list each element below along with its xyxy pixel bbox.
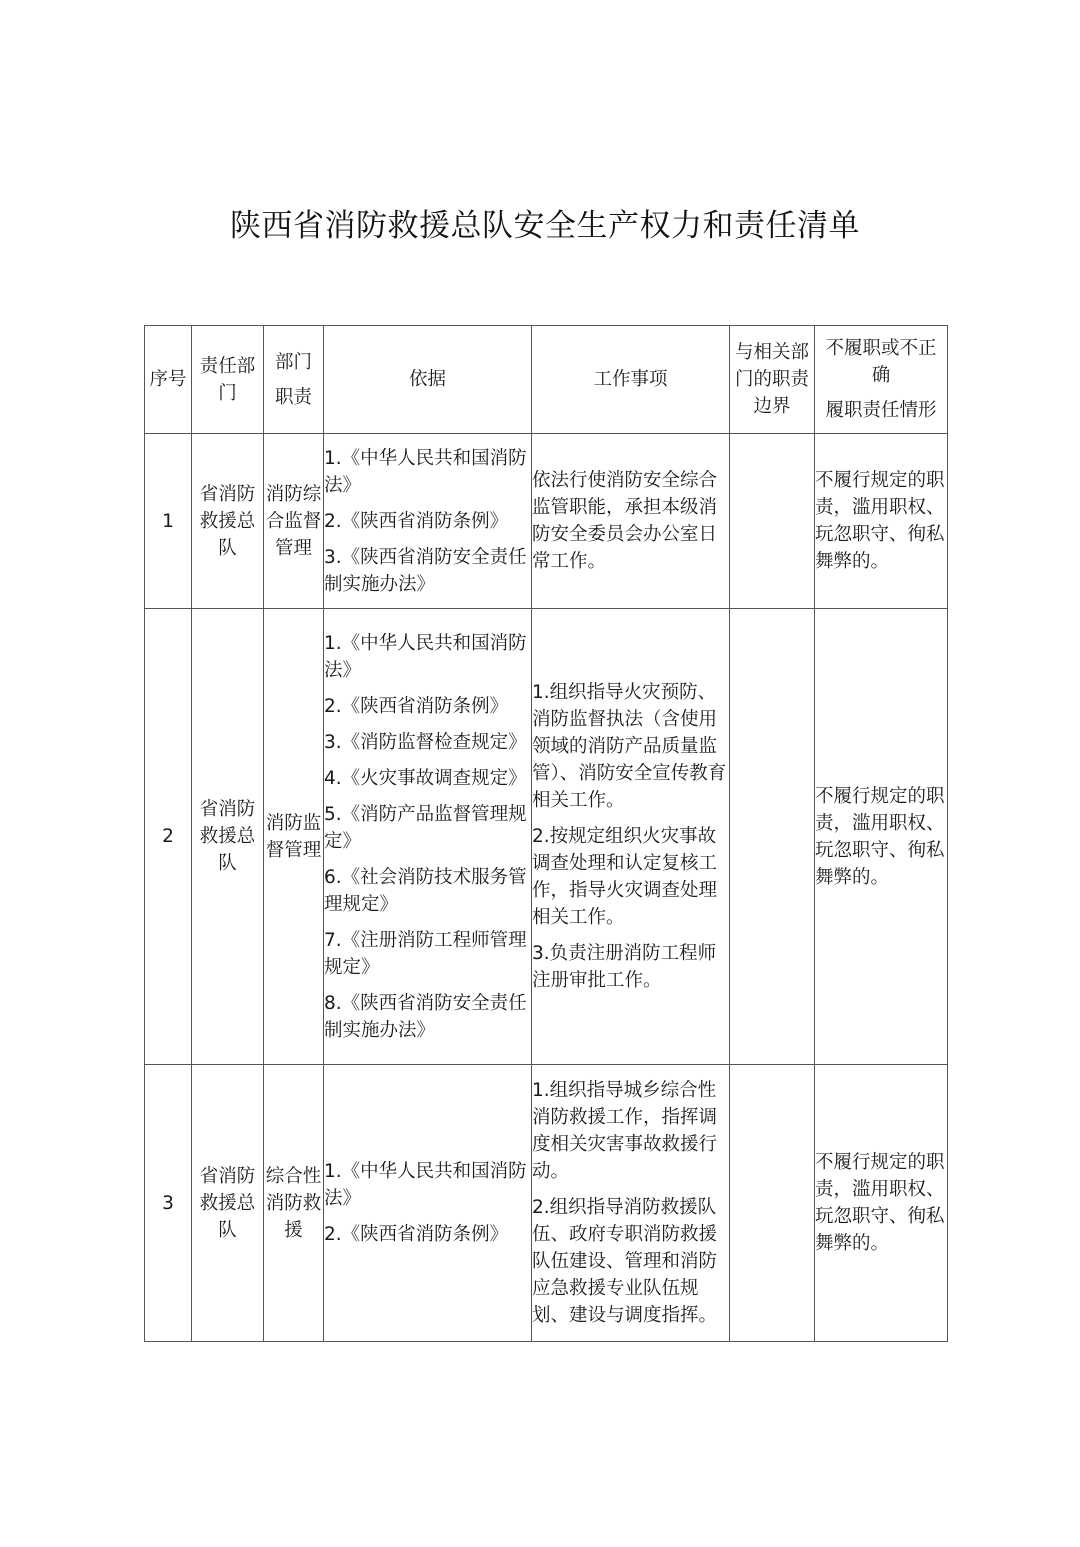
cell-seq: [145, 1065, 192, 1342]
duty-text: 消防综: [265, 483, 322, 505]
dept-text: 救援总: [199, 826, 256, 847]
duty-text: 消防救: [265, 1192, 322, 1214]
basis-item: 7.《注册消防工程师管理规定》: [324, 929, 527, 978]
document-title: 陕西省消防救援总队安全生产权力和责任清单: [230, 208, 860, 244]
header-boundary-line: 边界: [753, 396, 791, 417]
header-duty-line: 部门: [274, 351, 312, 373]
duty-text: 督管理: [265, 839, 322, 861]
work-item: 2.按规定组织火灾事故调查处理和认定复核工作，指导火灾调查处理相关工作。: [532, 826, 718, 928]
dept-text: 省消防: [199, 483, 256, 505]
dept-text: 省消防: [199, 1165, 256, 1187]
failure-text: 不履行规定的职责，滥用职权、玩忽职守、徇私舞弊的。: [815, 470, 945, 572]
table-row: [145, 434, 948, 609]
header-work-line: 工作事项: [593, 369, 668, 390]
work-item: 2.组织指导消防救援队伍、政府专职消防救援队伍建设、管理和消防应急救援专业队伍规划、建设与调度指挥。: [532, 1197, 718, 1326]
header-boundary: [730, 326, 815, 434]
duty-text: 消防监: [265, 812, 322, 834]
cell-seq: [145, 434, 192, 609]
header-failure-line: 履职责任情形: [825, 400, 937, 421]
basis-item: 2.《陕西省消防条例》: [324, 510, 509, 532]
header-failure: [815, 326, 948, 434]
cell-basis: [324, 1065, 532, 1342]
header-work: [532, 326, 730, 434]
header-boundary-line: 与相关部: [734, 342, 809, 363]
basis-item: 2.《陕西省消防条例》: [324, 1224, 509, 1245]
seq-number: 3: [162, 1192, 174, 1214]
header-seq: [145, 326, 192, 434]
dept-text: 救援总: [199, 510, 256, 532]
cell-work: [532, 1065, 730, 1342]
header-duty-line: 职责: [274, 386, 312, 408]
dept-text: 省消防: [199, 799, 256, 820]
work-item: 3.负责注册消防工程师注册审批工作。: [532, 943, 717, 991]
header-seq-line: 序号: [149, 369, 187, 390]
table-body: [145, 434, 948, 1342]
cell-dept: [192, 1065, 264, 1342]
cell-work: [532, 609, 730, 1065]
failure-text: 不履行规定的职责，滥用职权、玩忽职守、徇私舞弊的。: [815, 1152, 945, 1254]
header-dept-line: 责任部: [199, 355, 256, 377]
cell-basis: [324, 434, 532, 609]
seq-number: 2: [162, 826, 174, 847]
cell-duty: [264, 1065, 324, 1342]
failure-text: 不履行规定的职责，滥用职权、玩忽职守、徇私舞弊的。: [815, 785, 945, 888]
duty-text: 援: [284, 1219, 303, 1241]
cell-basis: [324, 609, 532, 1065]
header-failure-line: 不履职或不正: [825, 338, 937, 359]
header-boundary-line: 门的职责: [734, 369, 809, 390]
basis-item: 1.《中华人民共和国消防法》: [324, 447, 527, 496]
responsibility-table: [144, 325, 948, 1342]
basis-item: 3.《消防监督检查规定》: [324, 731, 527, 753]
cell-seq: [145, 609, 192, 1065]
cell-boundary: [730, 434, 815, 609]
cell-boundary: [730, 609, 815, 1065]
basis-item: 1.《中华人民共和国消防法》: [324, 632, 527, 681]
table-row: [145, 1065, 948, 1342]
basis-item: 3.《陕西省消防安全责任制实施办法》: [324, 546, 527, 595]
table-header-row: [145, 326, 948, 434]
duty-text: 管理: [274, 537, 312, 559]
work-item: 1.组织指导火灾预防、消防监督执法（含使用领域的消防产品质量监管）、消防安全宣传教育相关工作。: [532, 682, 727, 811]
header-dept: [192, 326, 264, 434]
basis-item: 4.《火灾事故调查规定》: [324, 767, 527, 789]
duty-text: 合监督: [265, 510, 322, 532]
dept-text: 队: [218, 1219, 237, 1241]
basis-item: 8.《陕西省消防安全责任制实施办法》: [324, 992, 527, 1041]
cell-work: [532, 434, 730, 609]
cell-dept: [192, 434, 264, 609]
dept-text: 队: [218, 537, 237, 559]
header-basis: [324, 326, 532, 434]
cell-boundary: [730, 1065, 815, 1342]
basis-item: 2.《陕西省消防条例》: [324, 695, 509, 717]
seq-number: 1: [162, 510, 174, 532]
duty-text: 综合性: [265, 1165, 322, 1187]
header-failure-line: 确: [871, 365, 891, 386]
basis-item: 1.《中华人民共和国消防法》: [324, 1161, 527, 1209]
basis-item: 5.《消防产品监督管理规定》: [324, 803, 527, 852]
cell-duty: [264, 609, 324, 1065]
cell-duty: [264, 434, 324, 609]
cell-failure: [815, 609, 948, 1065]
header-duty: [264, 326, 324, 434]
dept-text: 救援总: [199, 1192, 256, 1214]
table-row: [145, 609, 948, 1065]
work-item: 依法行使消防安全综合监管职能，承担本级消防安全委员会办公室日常工作。: [532, 470, 718, 572]
cell-dept: [192, 609, 264, 1065]
work-item: 1.组织指导城乡综合性消防救援工作，指挥调度相关灾害事故救援行动。: [532, 1080, 718, 1182]
header-dept-line: 门: [218, 382, 237, 404]
basis-item: 6.《社会消防技术服务管理规定》: [324, 866, 527, 915]
cell-failure: [815, 434, 948, 609]
dept-text: 队: [218, 853, 237, 874]
cell-failure: [815, 1065, 948, 1342]
header-basis-line: 依据: [408, 369, 446, 390]
